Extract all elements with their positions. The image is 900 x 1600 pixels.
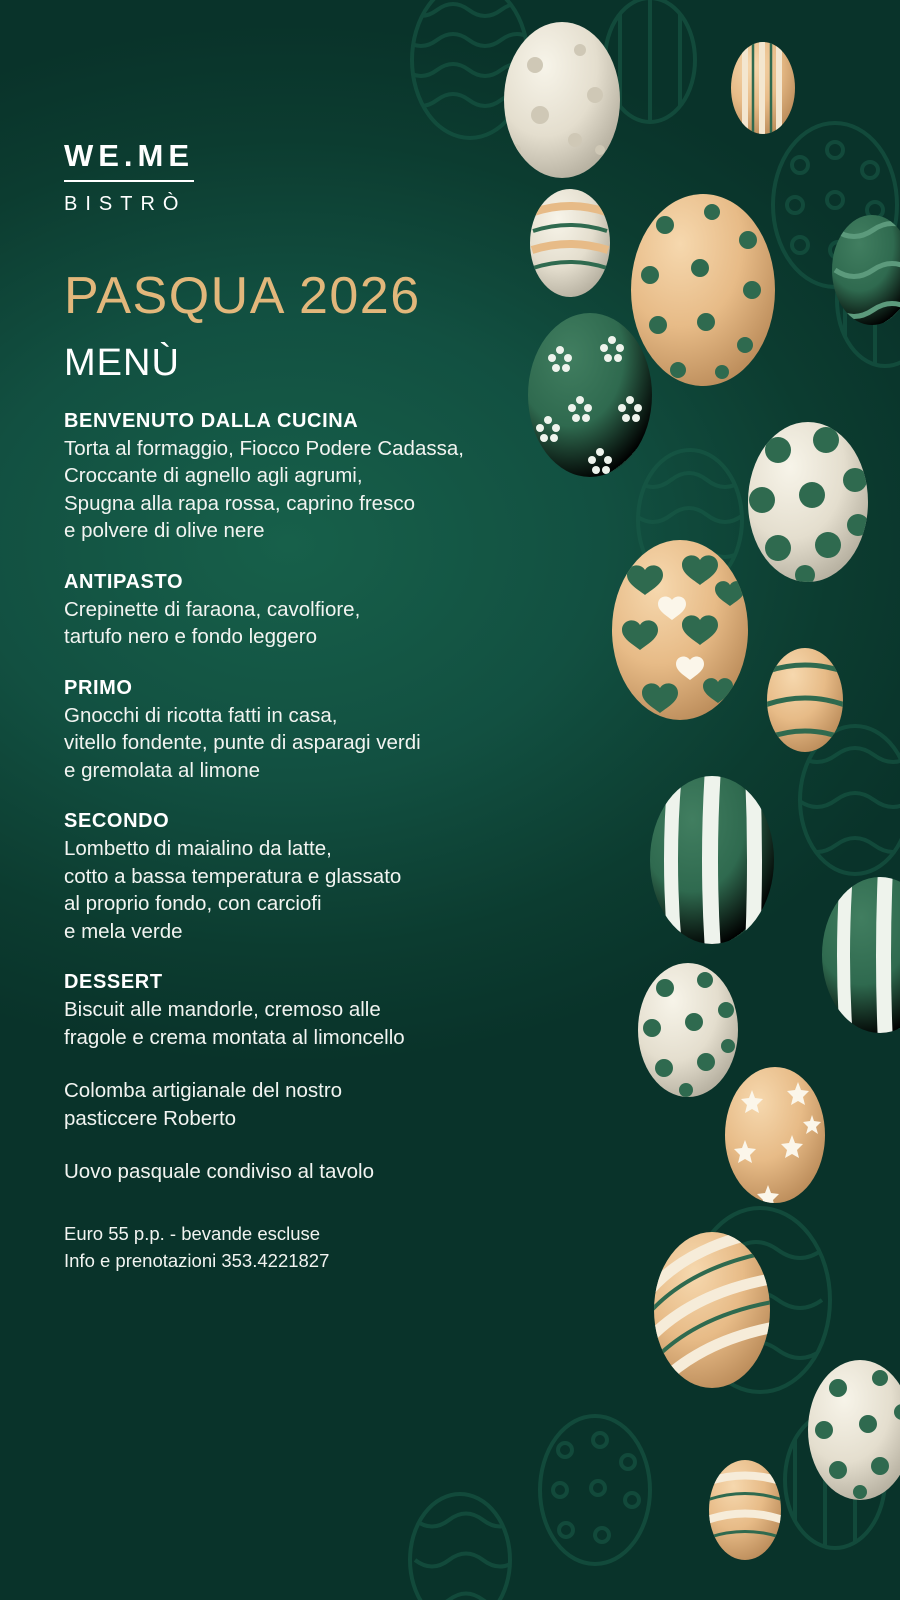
menu-content — [64, 0, 664, 1275]
course-heading: SECONDO — [64, 810, 170, 833]
course-heading: PRIMO — [64, 676, 133, 699]
course-line: vitello fondente, punte di asparagi verdi — [64, 731, 421, 755]
course-line: cotto a bassa temperatura e glassato — [64, 864, 402, 888]
course-line: Biscuit alle mandorle, cremoso alle — [64, 998, 381, 1022]
menu-footer — [64, 1221, 664, 1275]
course-line: Gnocchi di ricotta fatti in casa, — [64, 703, 338, 727]
page-title: PASQUA 2026 — [64, 267, 421, 325]
course-line: Lombetto di maialino da latte, — [64, 837, 332, 861]
course-line: Spugna alla rapa rossa, caprino fresco — [64, 491, 415, 515]
contact-line: Info e prenotazioni 353.4221827 — [64, 1250, 330, 1272]
menu-extra — [64, 1077, 664, 1132]
menu-list — [64, 410, 664, 1185]
brand-subtitle: BISTRÒ — [64, 193, 187, 215]
course-heading: BENVENUTO DALLA CUCINA — [64, 410, 359, 432]
course-heading: DESSERT — [64, 971, 163, 994]
menu-extra — [64, 1158, 664, 1185]
course-line: e gremolata al limone — [64, 758, 260, 782]
course-line: Colomba artigianale del nostro — [64, 1079, 343, 1103]
page-subtitle: MENÙ — [64, 342, 180, 384]
course-line: e mela verde — [64, 919, 183, 943]
brand-logo — [64, 140, 664, 216]
menu-course — [64, 410, 664, 545]
course-line: Torta al formaggio, Fiocco Podere Cadassa, — [64, 437, 464, 460]
menu-course — [64, 571, 664, 651]
price-line: Euro 55 p.p. - bevande escluse — [64, 1223, 321, 1245]
course-line: e polvere di olive nere — [64, 519, 265, 543]
course-line: al proprio fondo, con carciofi — [64, 892, 322, 916]
course-line: Uovo pasquale condiviso al tavolo — [64, 1159, 374, 1183]
brand-name: WE.ME — [64, 140, 194, 182]
course-line: tartufo nero e fondo leggero — [64, 625, 318, 649]
course-line: Crepinette di faraona, cavolfiore, — [64, 597, 361, 621]
course-line: pasticcere Roberto — [64, 1106, 237, 1130]
course-heading: ANTIPASTO — [64, 570, 184, 593]
course-line: Croccante di agnello agli agrumi, — [64, 464, 363, 488]
menu-course — [64, 810, 664, 945]
menu-course — [64, 971, 664, 1051]
course-line: fragole e crema montata al limoncello — [64, 1025, 405, 1049]
menu-course — [64, 677, 664, 784]
